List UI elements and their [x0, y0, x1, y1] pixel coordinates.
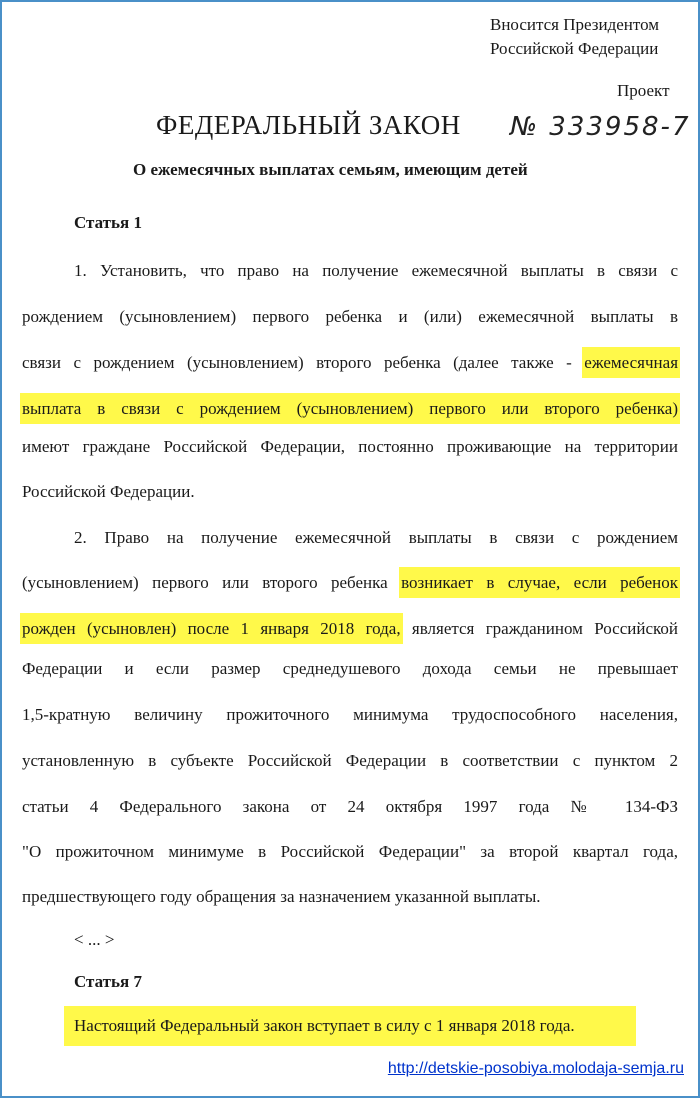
- a1p2-line7: статьи 4 Федерального закона от 24 октября 1997 года № 134-ФЗ: [22, 797, 678, 816]
- a1p2-line2: [22, 573, 678, 593]
- a1p1-line4: [22, 399, 678, 419]
- a1p1-line6: Российской Федерации.: [22, 482, 195, 501]
- a1p2-line3-plain: является гражданином Российской: [411, 619, 678, 638]
- article7-text: Настоящий Федеральный закон вступает в силу с 1 января 2018 года.: [74, 1016, 575, 1035]
- a1p2-line5: 1,5-кратную величину прожиточного минимума трудоспособного населения,: [22, 705, 678, 724]
- a1p1-line5: имеют граждане Российской Федерации, постоянно проживающие на территории: [22, 437, 678, 456]
- article1-heading: Статья 1: [74, 213, 142, 232]
- source-website-link[interactable]: http://detskie-posobiya.molodaja-semja.ru: [387, 1060, 684, 1077]
- draft-label: Проект: [617, 81, 670, 100]
- a1p1-line1: 1. Установить, что право на получение ежемесячной выплаты в связи с: [74, 261, 678, 280]
- submitted-by-line2: Российской Федерации: [490, 39, 659, 58]
- a1p1-line4-highlight: выплата в связи с рождением (усыновлением) первого или второго ребенка): [20, 393, 680, 424]
- a1p2-line4: Федерации и если размер среднедушевого дохода семьи не превышает: [22, 659, 678, 678]
- omission-marker: < ... >: [74, 930, 115, 949]
- article7-heading: Статья 7: [74, 972, 142, 991]
- a1p1-line2: рождением (усыновлением) первого ребенка и (или) ежемесячной выплаты в: [22, 307, 678, 326]
- law-subtitle: О ежемесячных выплатах семьям, имеющим детей: [133, 160, 528, 179]
- a1p1-line3-highlight: ежемесячная: [582, 347, 680, 378]
- a1p2-line2-plain: (усыновлением) первого или второго ребенка: [22, 573, 388, 592]
- a1p2-line1: 2. Право на получение ежемесячной выплаты в связи с рождением: [74, 528, 678, 547]
- a1p2-line8: "О прожиточном минимуме в Российской Федерации" за второй квартал года,: [22, 842, 678, 861]
- law-title: ФЕДЕРАЛЬНЫЙ ЗАКОН: [156, 110, 461, 140]
- a1p2-line3-highlight: рожден (усыновлен) после 1 января 2018 года,: [20, 613, 403, 644]
- a1p2-line9: предшествующего году обращения за назначением указанной выплаты.: [22, 887, 541, 906]
- a1p1-line3-plain: связи с рождением (усыновлением) второго ребенка (далее также -: [22, 353, 572, 372]
- a1p1-line3: [22, 353, 678, 373]
- a1p2-line2-highlight: возникает в случае, если ребенок: [399, 567, 680, 598]
- a1p2-line6: установленную в субъекте Российской Федерации в соответствии с пунктом 2: [22, 751, 678, 770]
- submitted-by-line1: Вносится Президентом: [490, 15, 660, 34]
- handwritten-bill-number: № 333958-7: [510, 112, 691, 142]
- a1p2-line3: [22, 619, 678, 639]
